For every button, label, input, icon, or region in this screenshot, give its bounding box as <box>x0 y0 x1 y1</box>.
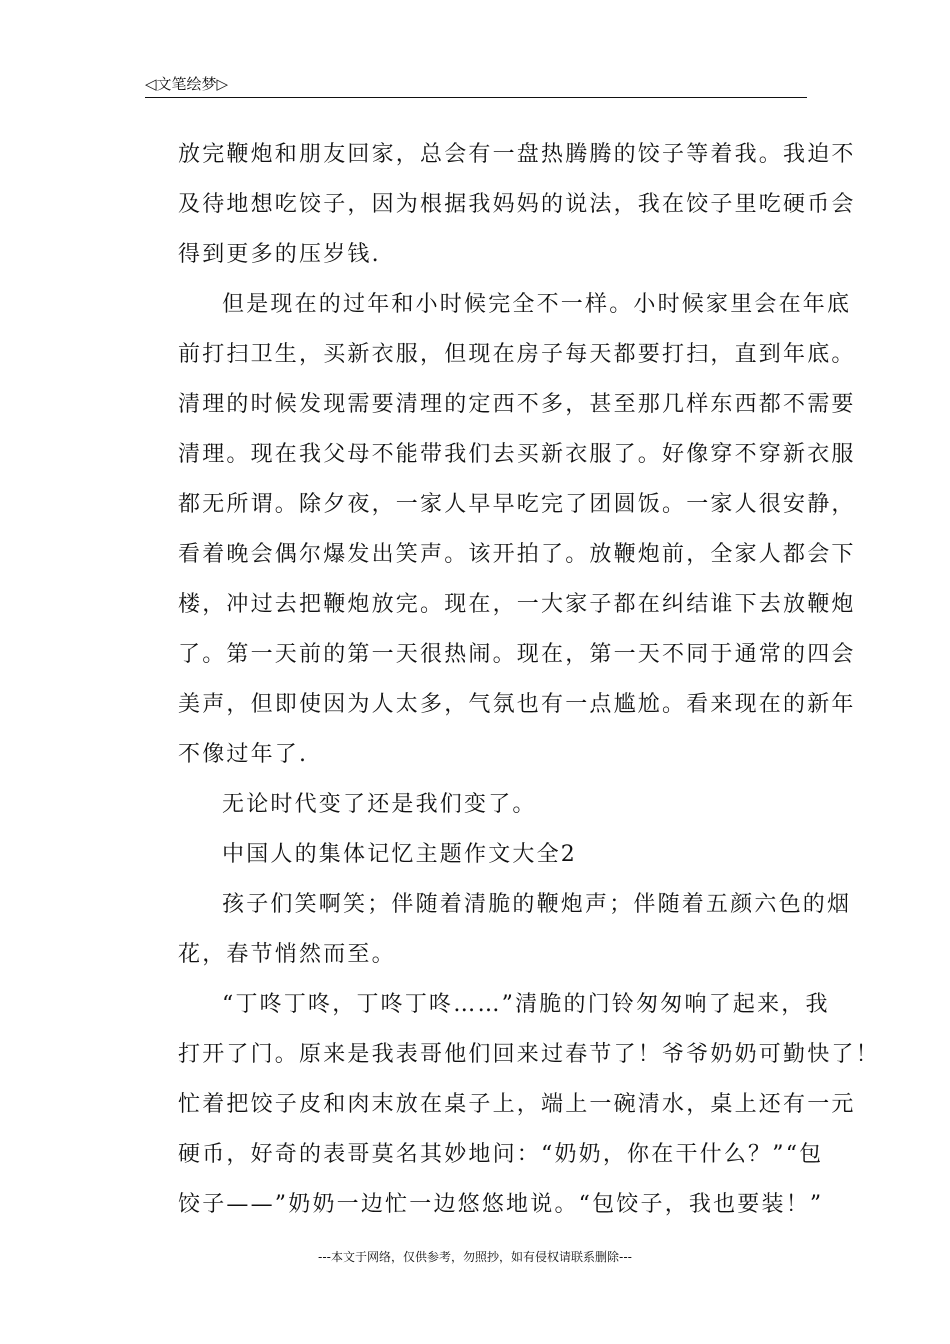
text-line: 打开了门。原来是我表哥他们回来过春节了！爷爷奶奶可勤快了！ <box>178 1042 880 1067</box>
text-line: 放完鞭炮和朋友回家，总会有一盘热腾腾的饺子等着我。我迫不 <box>178 142 856 167</box>
text-line: 看着晚会偶尔爆发出笑声。该开拍了。放鞭炮前，全家人都会下 <box>178 542 856 567</box>
text-line: 饺子——”奶奶一边忙一边悠悠地说。“包饺子，我也要装！” <box>178 1192 824 1217</box>
header-title: ◁文笔绘梦▷ <box>145 75 229 93</box>
header-divider <box>145 97 807 98</box>
text-line: 无论时代变了还是我们变了。 <box>222 792 537 817</box>
text-line: 花，春节悄然而至。 <box>178 942 396 967</box>
text-line: 孩子们笑啊笑；伴随着清脆的鞭炮声；伴随着五颜六色的烟 <box>222 892 852 917</box>
text-line: 清理。现在我父母不能带我们去买新衣服了。好像穿不穿新衣服 <box>178 442 856 467</box>
text-line: 不像过年了. <box>178 742 309 767</box>
text-line: 前打扫卫生，买新衣服，但现在房子每天都要打扫，直到年底。 <box>178 342 856 367</box>
text-line: “丁咚丁咚，丁咚丁咚……”清脆的门铃匆匆响了起来，我 <box>222 992 830 1017</box>
text-line: 及待地想吃饺子，因为根据我妈妈的说法，我在饺子里吃硬币会 <box>178 192 856 217</box>
section-heading: 中国人的集体记忆主题作文大全2 <box>222 842 577 867</box>
document-body <box>178 130 880 1230</box>
text-line: 楼，冲过去把鞭炮放完。现在，一大家子都在纠结谁下去放鞭炮 <box>178 592 856 617</box>
text-line: 都无所谓。除夕夜，一家人早早吃完了团圆饭。一家人很安静， <box>178 492 856 517</box>
text-line: 了。第一天前的第一天很热闹。现在，第一天不同于通常的四会 <box>178 642 856 667</box>
text-line: 得到更多的压岁钱. <box>178 242 381 267</box>
page-footer: ---本文于网络，仅供参考，勿照抄，如有侵权请联系删除--- <box>318 1250 632 1264</box>
page-header <box>145 74 807 98</box>
text-line: 但是现在的过年和小时候完全不一样。小时候家里会在年底 <box>222 292 852 317</box>
text-line: 忙着把饺子皮和肉末放在桌子上，端上一碗清水，桌上还有一元 <box>178 1092 856 1117</box>
text-line: 清理的时候发现需要清理的定西不多，甚至那几样东西都不需要 <box>178 392 856 417</box>
text-line: 硬币，好奇的表哥莫名其妙地问：“奶奶，你在干什么？”“包 <box>178 1142 824 1167</box>
text-line: 美声，但即使因为人太多，气氛也有一点尴尬。看来现在的新年 <box>178 692 856 717</box>
